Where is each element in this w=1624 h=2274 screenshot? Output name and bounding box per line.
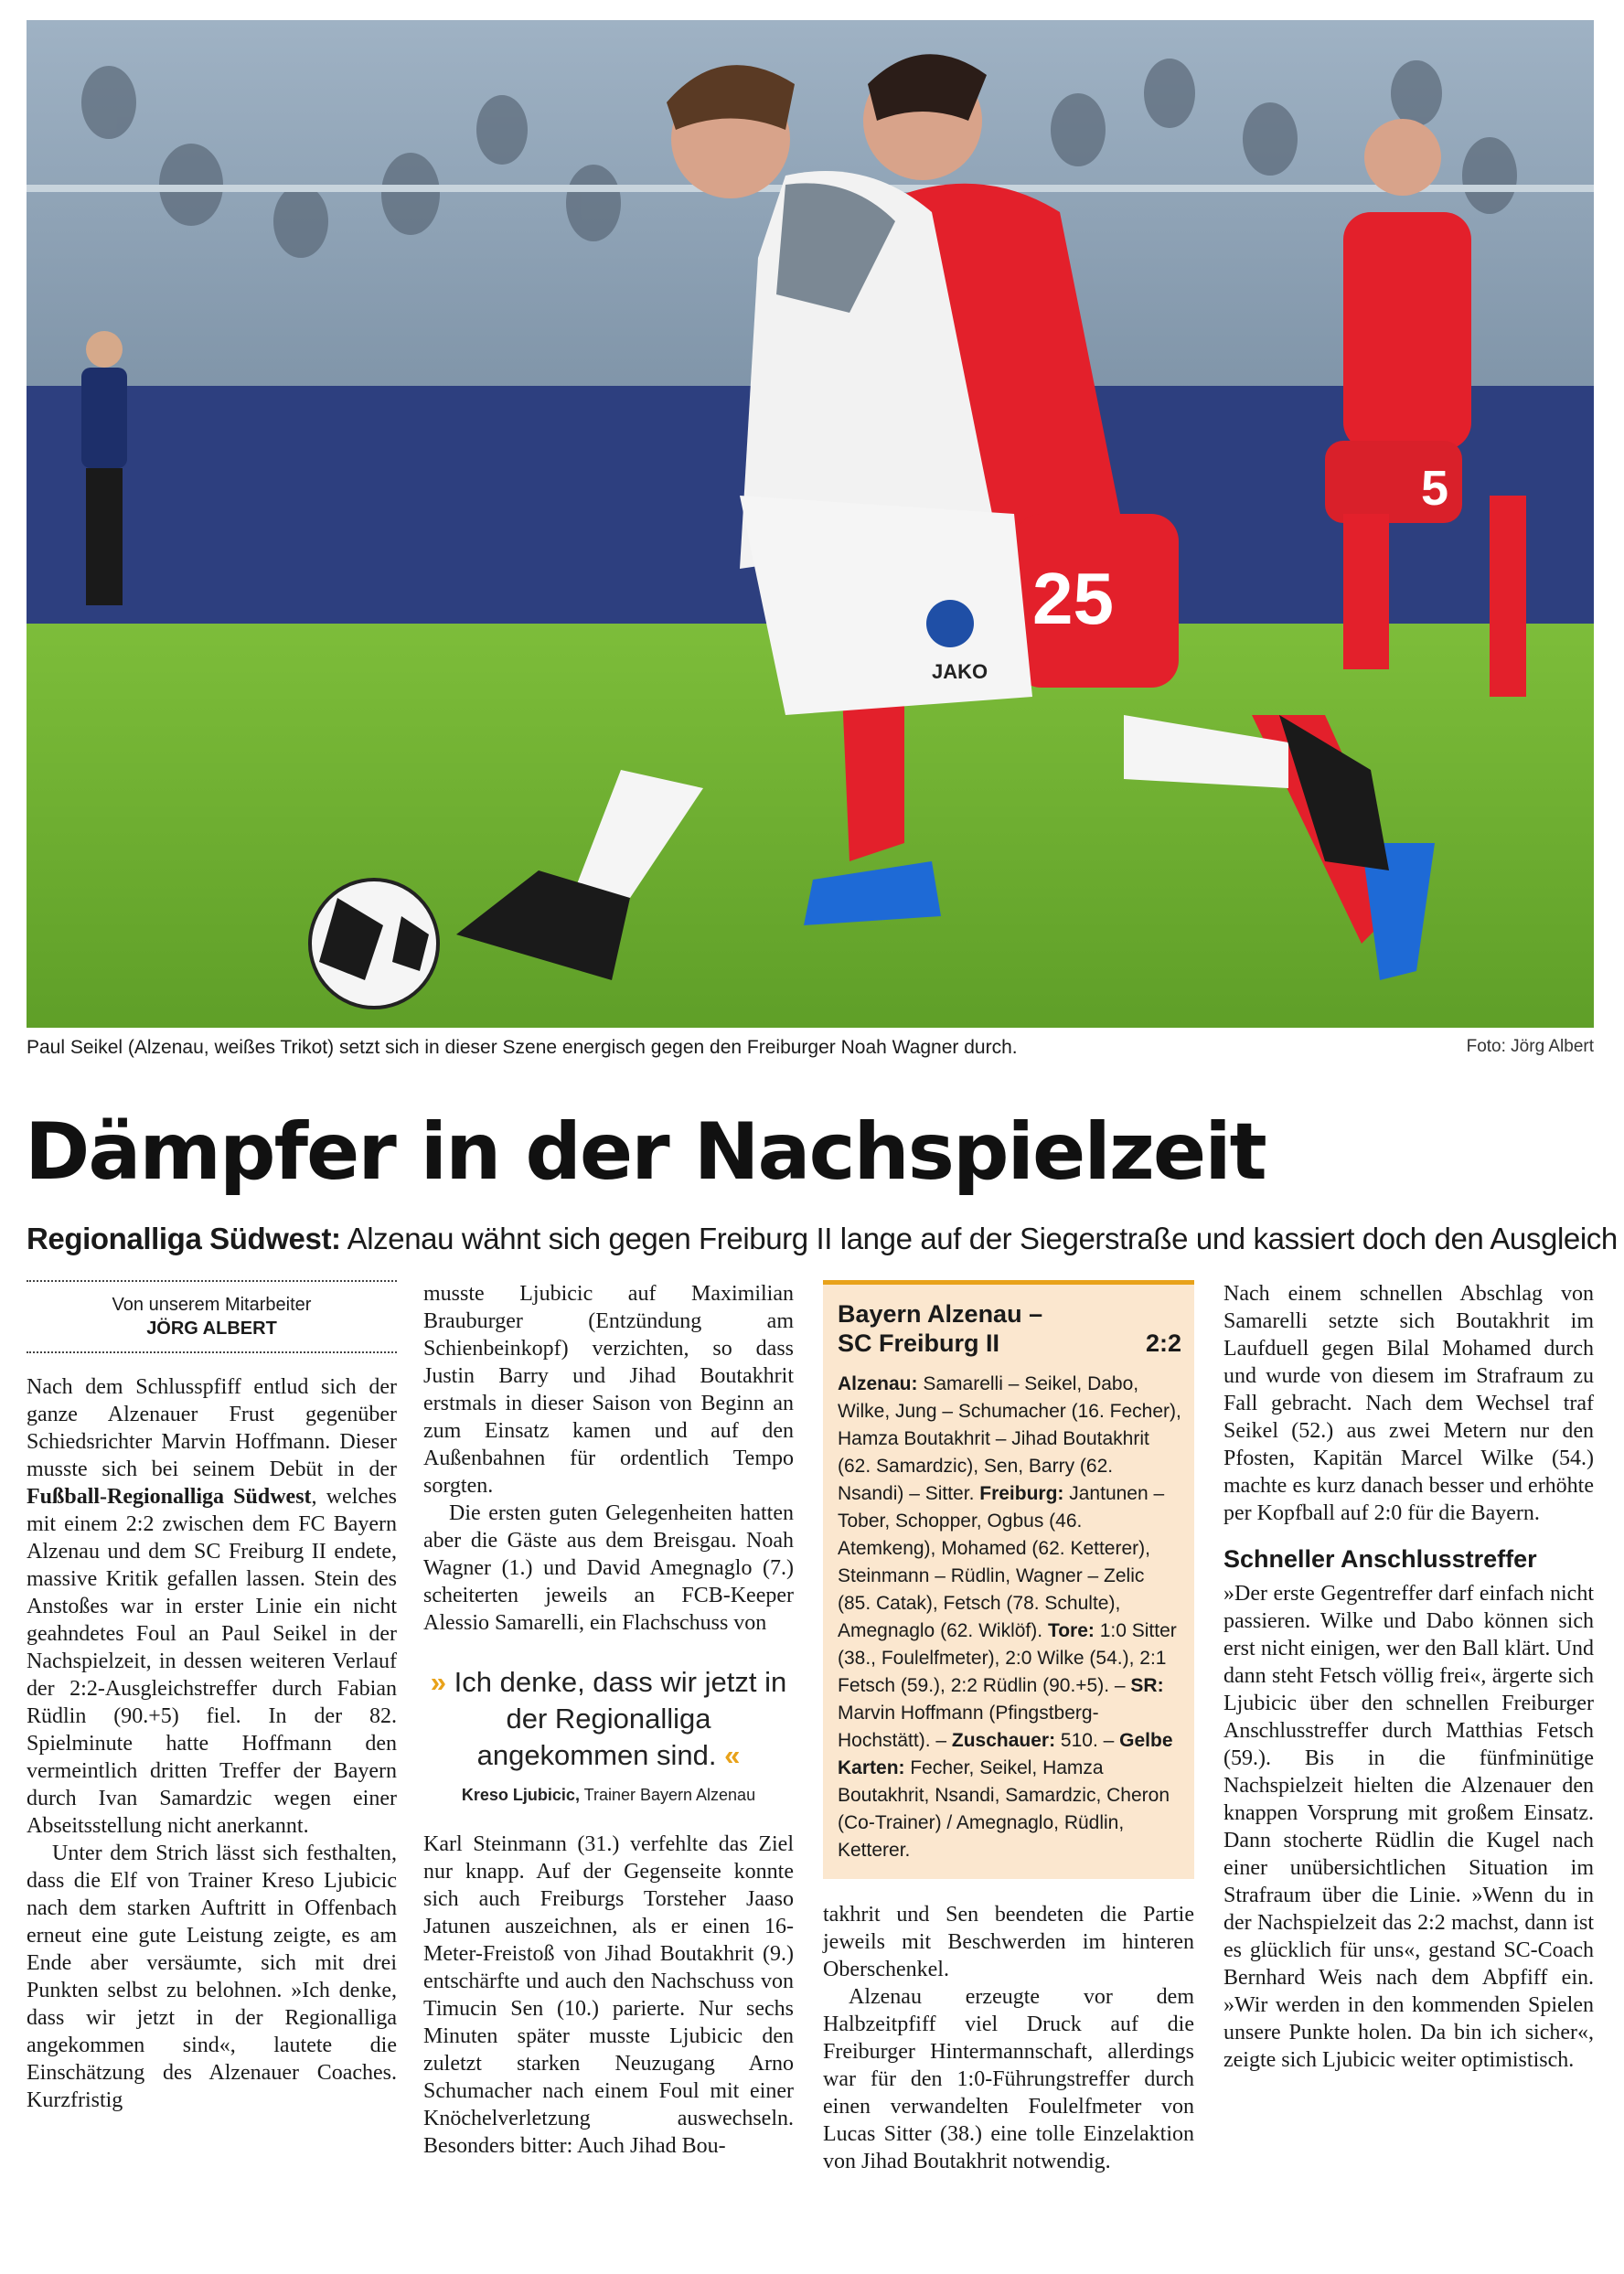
defender-shirt-number: 25 <box>1032 558 1114 639</box>
paragraph: takhrit und Sen beendeten die Partie jeweils mit Beschwerden im hinteren Oberschenkel. <box>823 1903 1194 1981</box>
match-photo-illustration <box>27 20 1594 1028</box>
sideline-person <box>81 331 127 605</box>
paragraph: Unter dem Strich lässt sich festhalten, dass die Elf von Trainer Kreso Ljubicic nach dem starken Auftritt in Offenbach erneut eine gute Leistung zeigte, es am Ende aber versäumte, sich mit drei Punkten selbst zu belohnen. »Ich denke, dass wir jetzt in der Regionalliga angekommen sind«, lautete die Einschätzung des Alzenauer Coaches. Kurzfristig <box>27 1842 397 2112</box>
paragraph: Karl Steinmann (31.) verfehlte das Ziel nur knapp. Auf der Gegenseite konnte sich auch Freiburgs Torsteher Jaaso Jatunen auszeichnen, als er einen 16-Meter-Freistoß von Jihad Boutakhrit (9.) entschärfte und auch den Nachschuss von Timucin Sen (10.) parierte. Nur sechs Minuten später musste Ljubicic den zuletzt starken Neuzugang Arno Schumacher nach einem Foul mit einer Knöchelverletzung auswechseln. Besonders bitter: Auch Jihad Bou- <box>423 1832 794 2158</box>
pull-quote <box>423 1664 794 1805</box>
subheadline <box>27 1222 1618 1256</box>
infobox-team-away: SC Freiburg II <box>838 1329 1000 1357</box>
subheadline-text: Alzenau wähnt sich gegen Freiburg II lange auf der Siegerstraße und kassiert doch den Ausgleich <box>347 1222 1618 1255</box>
byline-author: JÖRG ALBERT <box>146 1318 277 1339</box>
quote-text: Ich denke, dass wir jetzt in der Regionalliga angekommen sind. <box>454 1666 787 1771</box>
back-player-number: 5 <box>1421 461 1449 516</box>
article-column-1 <box>27 1280 397 2114</box>
section-subhead: Schneller Anschlusstreffer <box>1223 1545 1537 1573</box>
paragraph: Die ersten guten Gelegenheiten hatten aber die Gäste aus dem Breisgau. Noah Wagner (1.) und David Amegnaglo (7.) scheiterten jeweils an FCB-Keeper Alessio Samarelli, ein Flachschuss von <box>423 1501 794 1635</box>
match-infobox <box>823 1280 1194 1879</box>
football <box>310 880 438 1008</box>
quote-close-mark: « <box>724 1739 741 1771</box>
quote-role: Trainer Bayern Alzenau <box>583 1786 756 1804</box>
quote-author: Kreso Ljubicic, <box>461 1786 580 1804</box>
bold-league-name: Fußball-Regionalliga Südwest <box>27 1485 312 1509</box>
paragraph: Nach dem Schlusspfiff entlud sich der ganze Alzenauer Frust gegenüber Schiedsrichter Marvin Hoffmann. Dieser musste sich bei seinem Debüt in der Fußball-Regionalliga Südwest, welches mit einem 2:2 zwischen dem FC Bayern Alzenau und dem SC Freiburg II endete, massive Kritik gefallen lassen. Stein des Anstoßes war in erster Linie ein nicht geahndetes Foul an Paul Seikel in der Nachspielzeit, in dessen weiteren Verlauf der 2:2-Ausgleichstreffer durch Fabian Rüdlin (90.+5) fiel. In der 82. Spielminute hatte Hoffmann den vermeintlich dritten Treffer der Bayern durch Ivan Samardzic wegen einer Abseitsstellung nicht anerkannt. <box>27 1375 397 1838</box>
infobox-team-home: Bayern Alzenau – <box>838 1300 1043 1328</box>
paragraph: musste Ljubicic auf Maximilian Brauburger (Entzündung am Schienbeinkopf) verzichten, so dass Justin Barry und Jihad Boutakhrit erstmals in dieser Saison von Beginn an zum Einsatz kamen und auf den Außenbahnen für ordentlich Tempo sorgten. <box>423 1282 794 1498</box>
subheadline-kicker: Regionalliga Südwest: <box>27 1222 341 1255</box>
byline-label: Von unserem Mitarbeiter <box>112 1295 312 1315</box>
paragraph: Alzenau erzeugte vor dem Halbzeitpfiff viel Druck auf die Freiburger Hintermannschaft, allerdings war für den 1:0-Führungstreffer durch einen verwandelten Foulelfmeter von Lucas Sitter (38.) eine tolle Einzelaktion von Jihad Boutakhrit notwendig. <box>823 1985 1194 2173</box>
infobox-score: 2:2 <box>1145 1329 1181 1357</box>
quote-attribution <box>423 1785 794 1805</box>
photo-caption: Paul Seikel (Alzenau, weißes Trikot) setzt sich in dieser Szene energisch gegen den Freiburger Noah Wagner durch. <box>27 1037 1018 1058</box>
kit-brand-logo: JAKO <box>932 660 988 683</box>
article-column-4 <box>1223 1280 1594 2074</box>
article-column-2 <box>423 1280 794 2160</box>
photo-credit: Foto: Jörg Albert <box>1466 1037 1594 1056</box>
article-column-3 <box>823 1280 1194 2175</box>
quote-open-mark: » <box>430 1666 447 1698</box>
headline: Dämpfer in der Nachspielzeit <box>25 1106 1266 1198</box>
infobox-teams <box>838 1299 1181 1358</box>
infobox-lineups: Alzenau: Samarelli – Seikel, Dabo, Wilke, Jung – Schumacher (16. Fecher), Hamza Boutakhrit – Jihad Boutakhrit (62. Samardzic), Sen, Barry (62. Nsandi) – Sitter. Freiburg: Jantunen – Tober, Schopper, Ogbus (46. Atemkeng), Mohamed (62. Ketterer), Steinmann – Rüdlin, Wagner – Zelic (85. Catak), Fetsch (78. Schulte), Amegnaglo (62. Wiklöf). Tore: 1:0 Sitter (38., Foulelfmeter), 2:0 Wilke (54.), 2:1 Fetsch (59.), 2:2 Rüdlin (90.+5). – SR: Marvin Hoffmann (Pfingstberg-Hochstätt). – Zuschauer: 510. – Gelbe Karten: Fecher, Seikel, Hamza Boutakhrit, Nsandi, Samardzic, Cheron (Co-Trainer) / Amegnaglo, Rüdlin, Ketterer. <box>838 1373 1181 1861</box>
byline <box>27 1280 397 1353</box>
paragraph: »Der erste Gegentreffer darf einfach nicht passieren. Wilke und Dabo können sich erst nicht einigen, wer den Ball klärt. Und dann steht Fetsch völlig frei«, ärgerte sich Ljubicic über den schnellen Freiburger Anschlusstreffer durch Matthias Fetsch (59.). Bis in die fünfminütige Nachspielzeit hielten die Alzenauer den knappen Vorsprung mit großem Einsatz. Dann stocherte Rüdlin die Kugel nach einer unübersichtlichen Situation im Strafraum über die Linie. »Wenn du in der Nachspielzeit das 2:2 machst, dann ist es glücklich für uns«, gestand SC-Coach Bernhard Weis nach dem Abpfiff ein. »Wir werden in den kommenden Spielen unsere Punkte holen. Da bin ich sicher«, zeigte sich Ljubicic weiter optimistisch. <box>1223 1582 1594 2072</box>
paragraph: Nach einem schnellen Abschlag von Samarelli setzte sich Boutakhrit im Laufduell gegen Bilal Mohamed durch und wurde von diesem im Strafraum zu Fall gebracht. Nach dem Wechsel traf Seikel (52.) aus zwei Metern nur den Pfosten, Kapitän Marcel Wilke (54.) machte es kurz danach besser und erhöhte per Kopfball auf 2:0 für die Bayern. <box>1223 1282 1594 1525</box>
match-photo <box>27 20 1594 1028</box>
